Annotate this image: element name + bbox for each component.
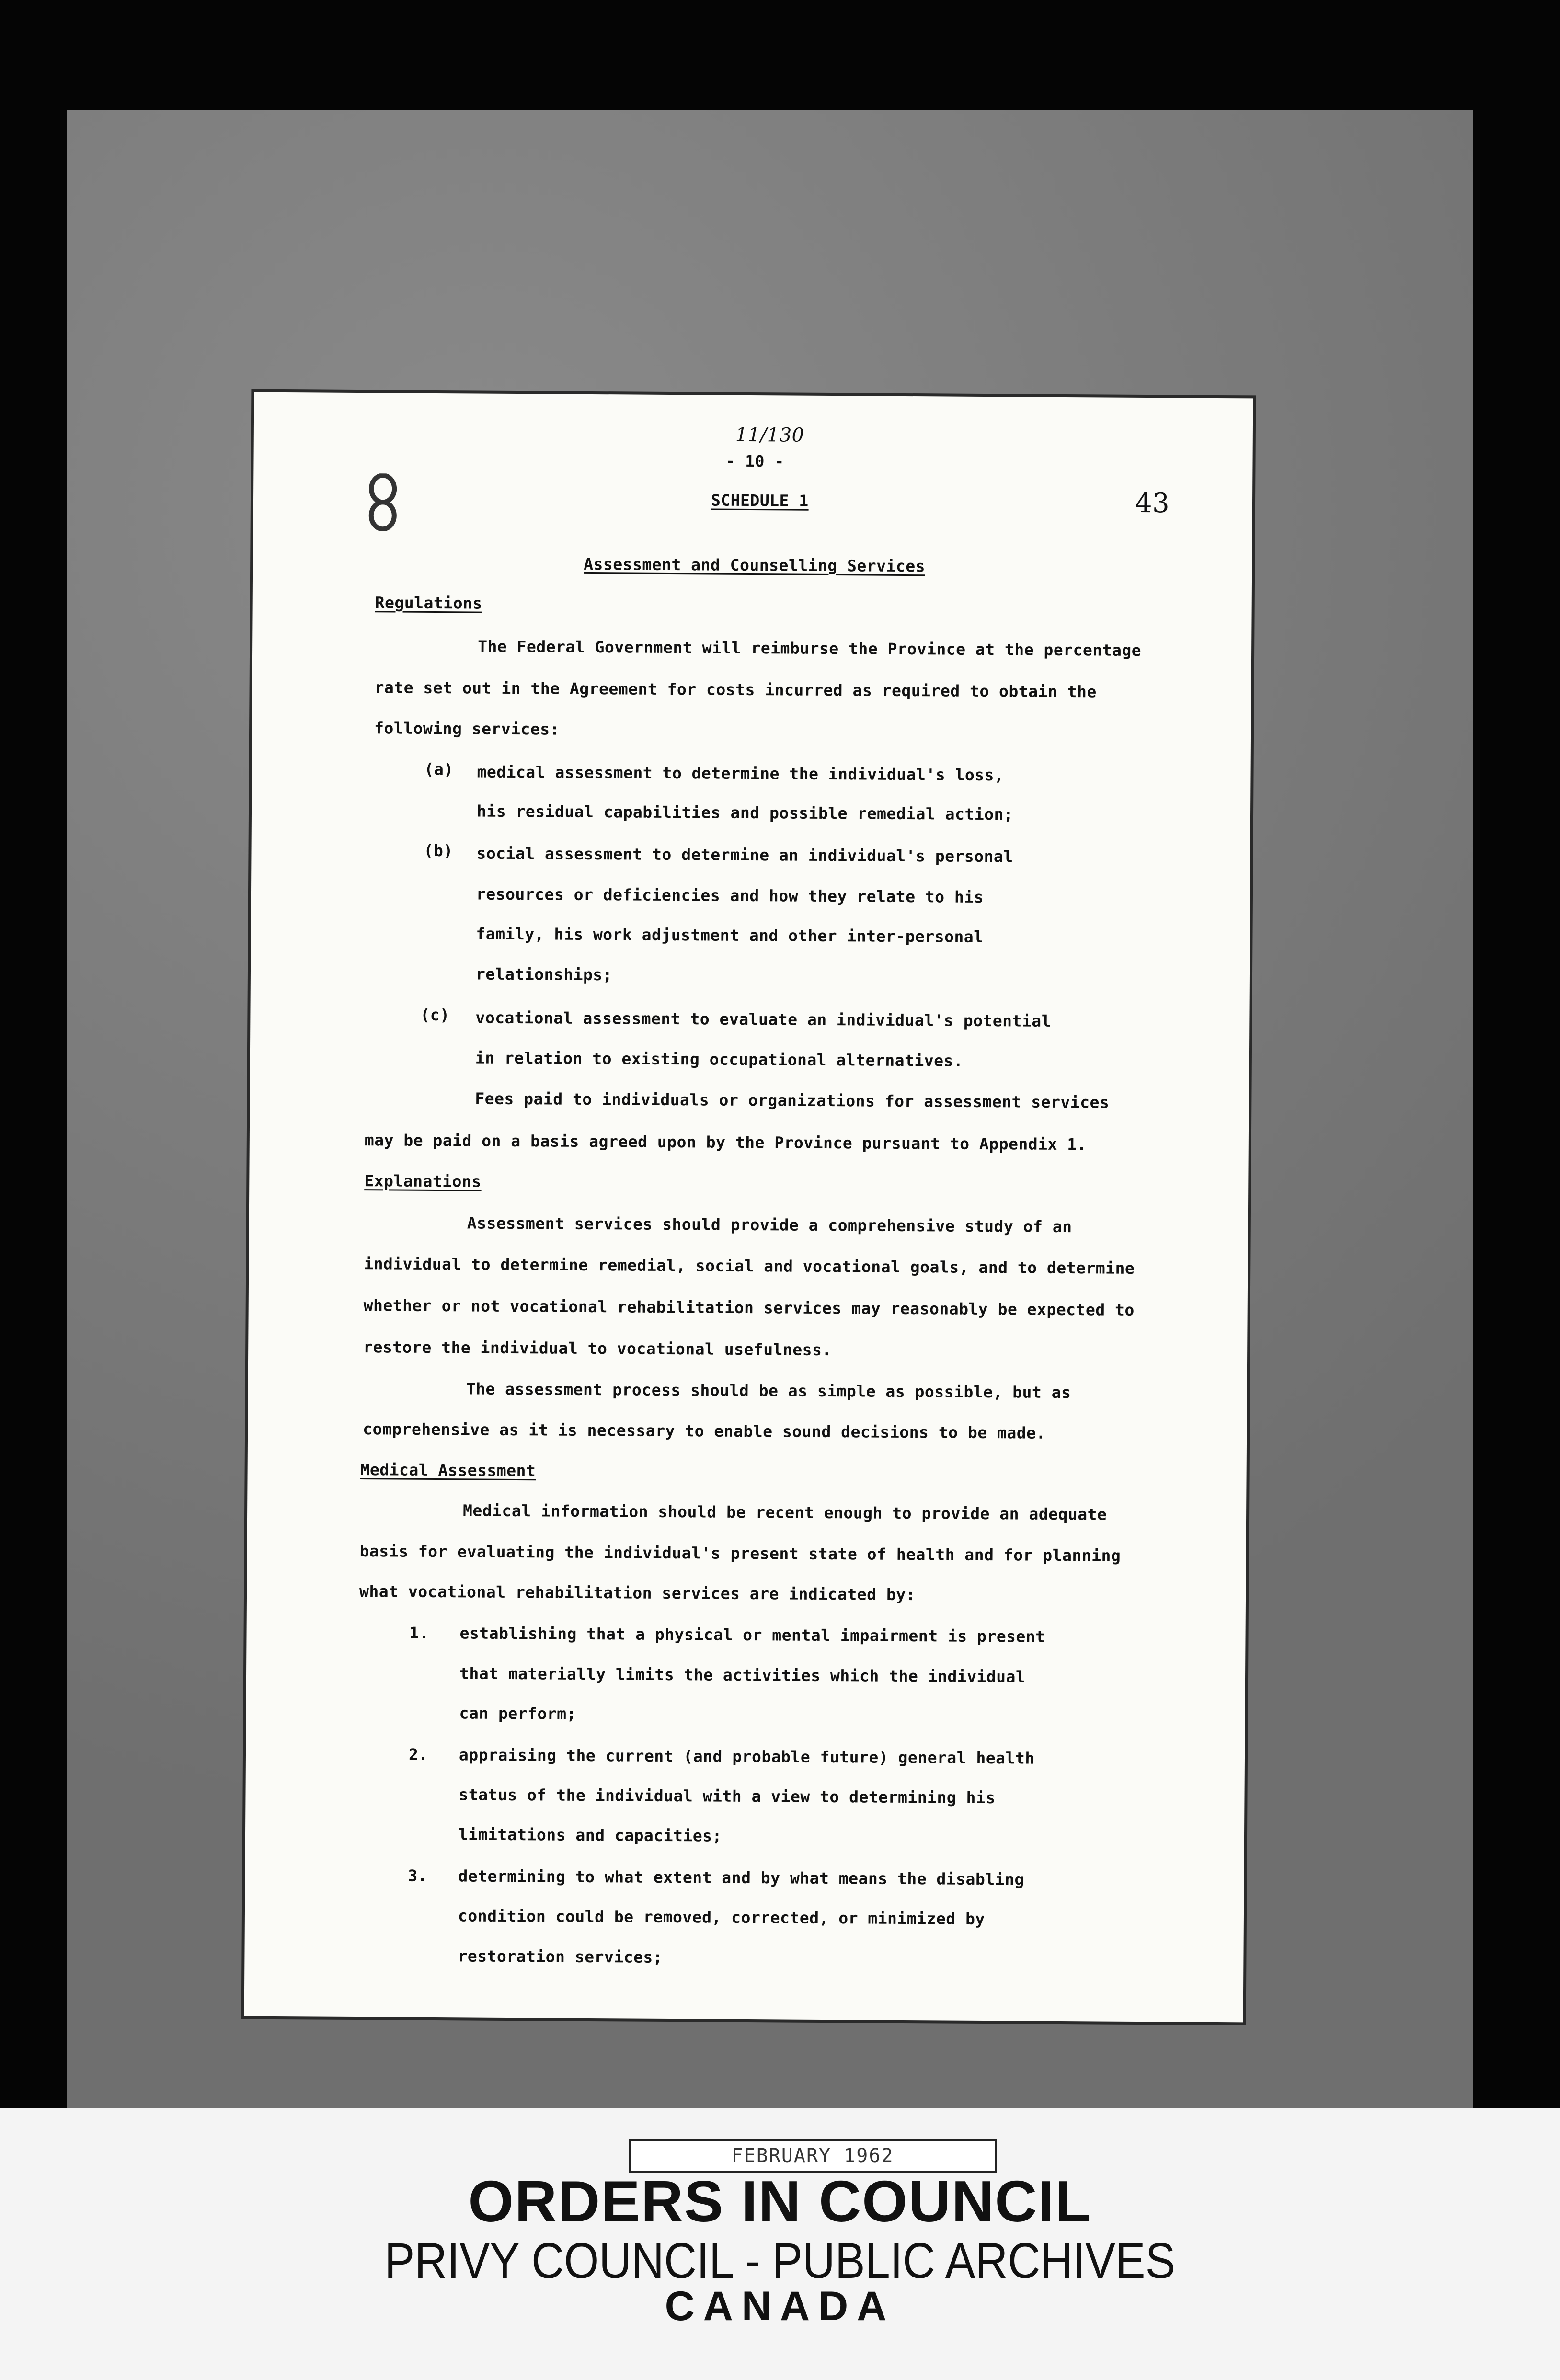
page-number: 43 — [1135, 487, 1170, 519]
list-item-line: in relation to existing occupational alternatives. — [475, 1048, 964, 1070]
list-item-line: relationships; — [475, 964, 613, 984]
archive-country: CANADA — [665, 2283, 895, 2329]
medical-intro-line: what vocational rehabilitation services are indicated by: — [359, 1582, 916, 1604]
regulations-intro-line: rate set out in the Agreement for costs incurred as required to obtain the — [374, 678, 1097, 701]
list-item-line: appraising the current (and probable future) general health — [459, 1745, 1035, 1768]
list-item-line: social assessment to determine an individual's personal — [476, 844, 1013, 866]
list-marker: (b) — [424, 841, 453, 860]
section-title: Assessment and Counselling Services — [584, 554, 926, 576]
explanations-line: Assessment services should provide a comprehensive study of an — [467, 1213, 1072, 1236]
list-item-line: establishing that a physical or mental impairment is present — [459, 1624, 1045, 1646]
regulations-intro-line: following services: — [374, 719, 560, 739]
explanations-line: restore the individual to vocational usefulness. — [363, 1338, 832, 1360]
list-item-line: vocational assessment to evaluate an individual's potential — [475, 1008, 1052, 1030]
explanations-line: comprehensive as it is necessary to enable sound decisions to be made. — [363, 1419, 1046, 1442]
list-marker: (a) — [424, 759, 454, 779]
list-item-line: restoration services; — [458, 1946, 663, 1967]
medical-heading: Medical Assessment — [360, 1460, 536, 1480]
list-item-line: determining to what extent and by what means the disabling — [458, 1866, 1024, 1889]
list-item-line: resources or deficiencies and how they relate to his — [476, 884, 984, 906]
list-item-line: medical assessment to determine the individual's loss, — [477, 762, 1004, 785]
page-marker: - 10 - — [725, 451, 784, 471]
binder-clip-icon — [368, 473, 398, 531]
archive-title: ORDERS IN COUNCIL — [468, 2169, 1092, 2234]
regulations-intro-line: The Federal Government will reimburse the Province at the percentage — [478, 637, 1142, 660]
list-marker: (c) — [420, 1005, 450, 1025]
list-item-line: his residual capabilities and possible remedial action; — [476, 801, 1014, 824]
list-marker: 3. — [408, 1866, 428, 1885]
list-item-line: status of the individual with a view to determining his — [459, 1785, 996, 1808]
list-marker: 1. — [409, 1623, 429, 1642]
list-item-line: that materially limits the activities which the individual — [459, 1664, 1026, 1686]
list-item-line: limitations and capacities; — [458, 1825, 723, 1845]
schedule-title: SCHEDULE 1 — [711, 491, 809, 510]
medical-intro-line: basis for evaluating the individual's present state of health and for planning — [359, 1542, 1121, 1565]
explanations-heading: Explanations — [364, 1171, 482, 1191]
list-item-line: condition could be removed, corrected, or minimized by — [458, 1906, 985, 1929]
explanations-line: whether or not vocational rehabilitation services may reasonably be expected to — [363, 1296, 1135, 1319]
list-item-line: can perform; — [459, 1704, 577, 1723]
regulations-heading: Regulations — [375, 593, 482, 613]
list-item-line: family, his work adjustment and other inter-personal — [476, 924, 984, 946]
date-label: FEBRUARY 1962 — [629, 2139, 997, 2173]
fees-line: Fees paid to individuals or organizations for assessment services — [475, 1089, 1110, 1112]
document-page — [244, 392, 1253, 2023]
medical-intro-line: Medical information should be recent enough to provide an adequate — [463, 1501, 1107, 1524]
handwritten-reference: 11/130 — [735, 423, 804, 446]
explanations-line: The assessment process should be as simple as possible, but as — [466, 1379, 1071, 1402]
archive-subtitle: PRIVY COUNCIL - PUBLIC ARCHIVES — [384, 2232, 1176, 2289]
explanations-line: individual to determine remedial, social and vocational goals, and to determine — [364, 1254, 1135, 1278]
list-marker: 2. — [408, 1745, 428, 1764]
fees-line: may be paid on a basis agreed upon by the Province pursuant to Appendix 1. — [364, 1131, 1087, 1154]
